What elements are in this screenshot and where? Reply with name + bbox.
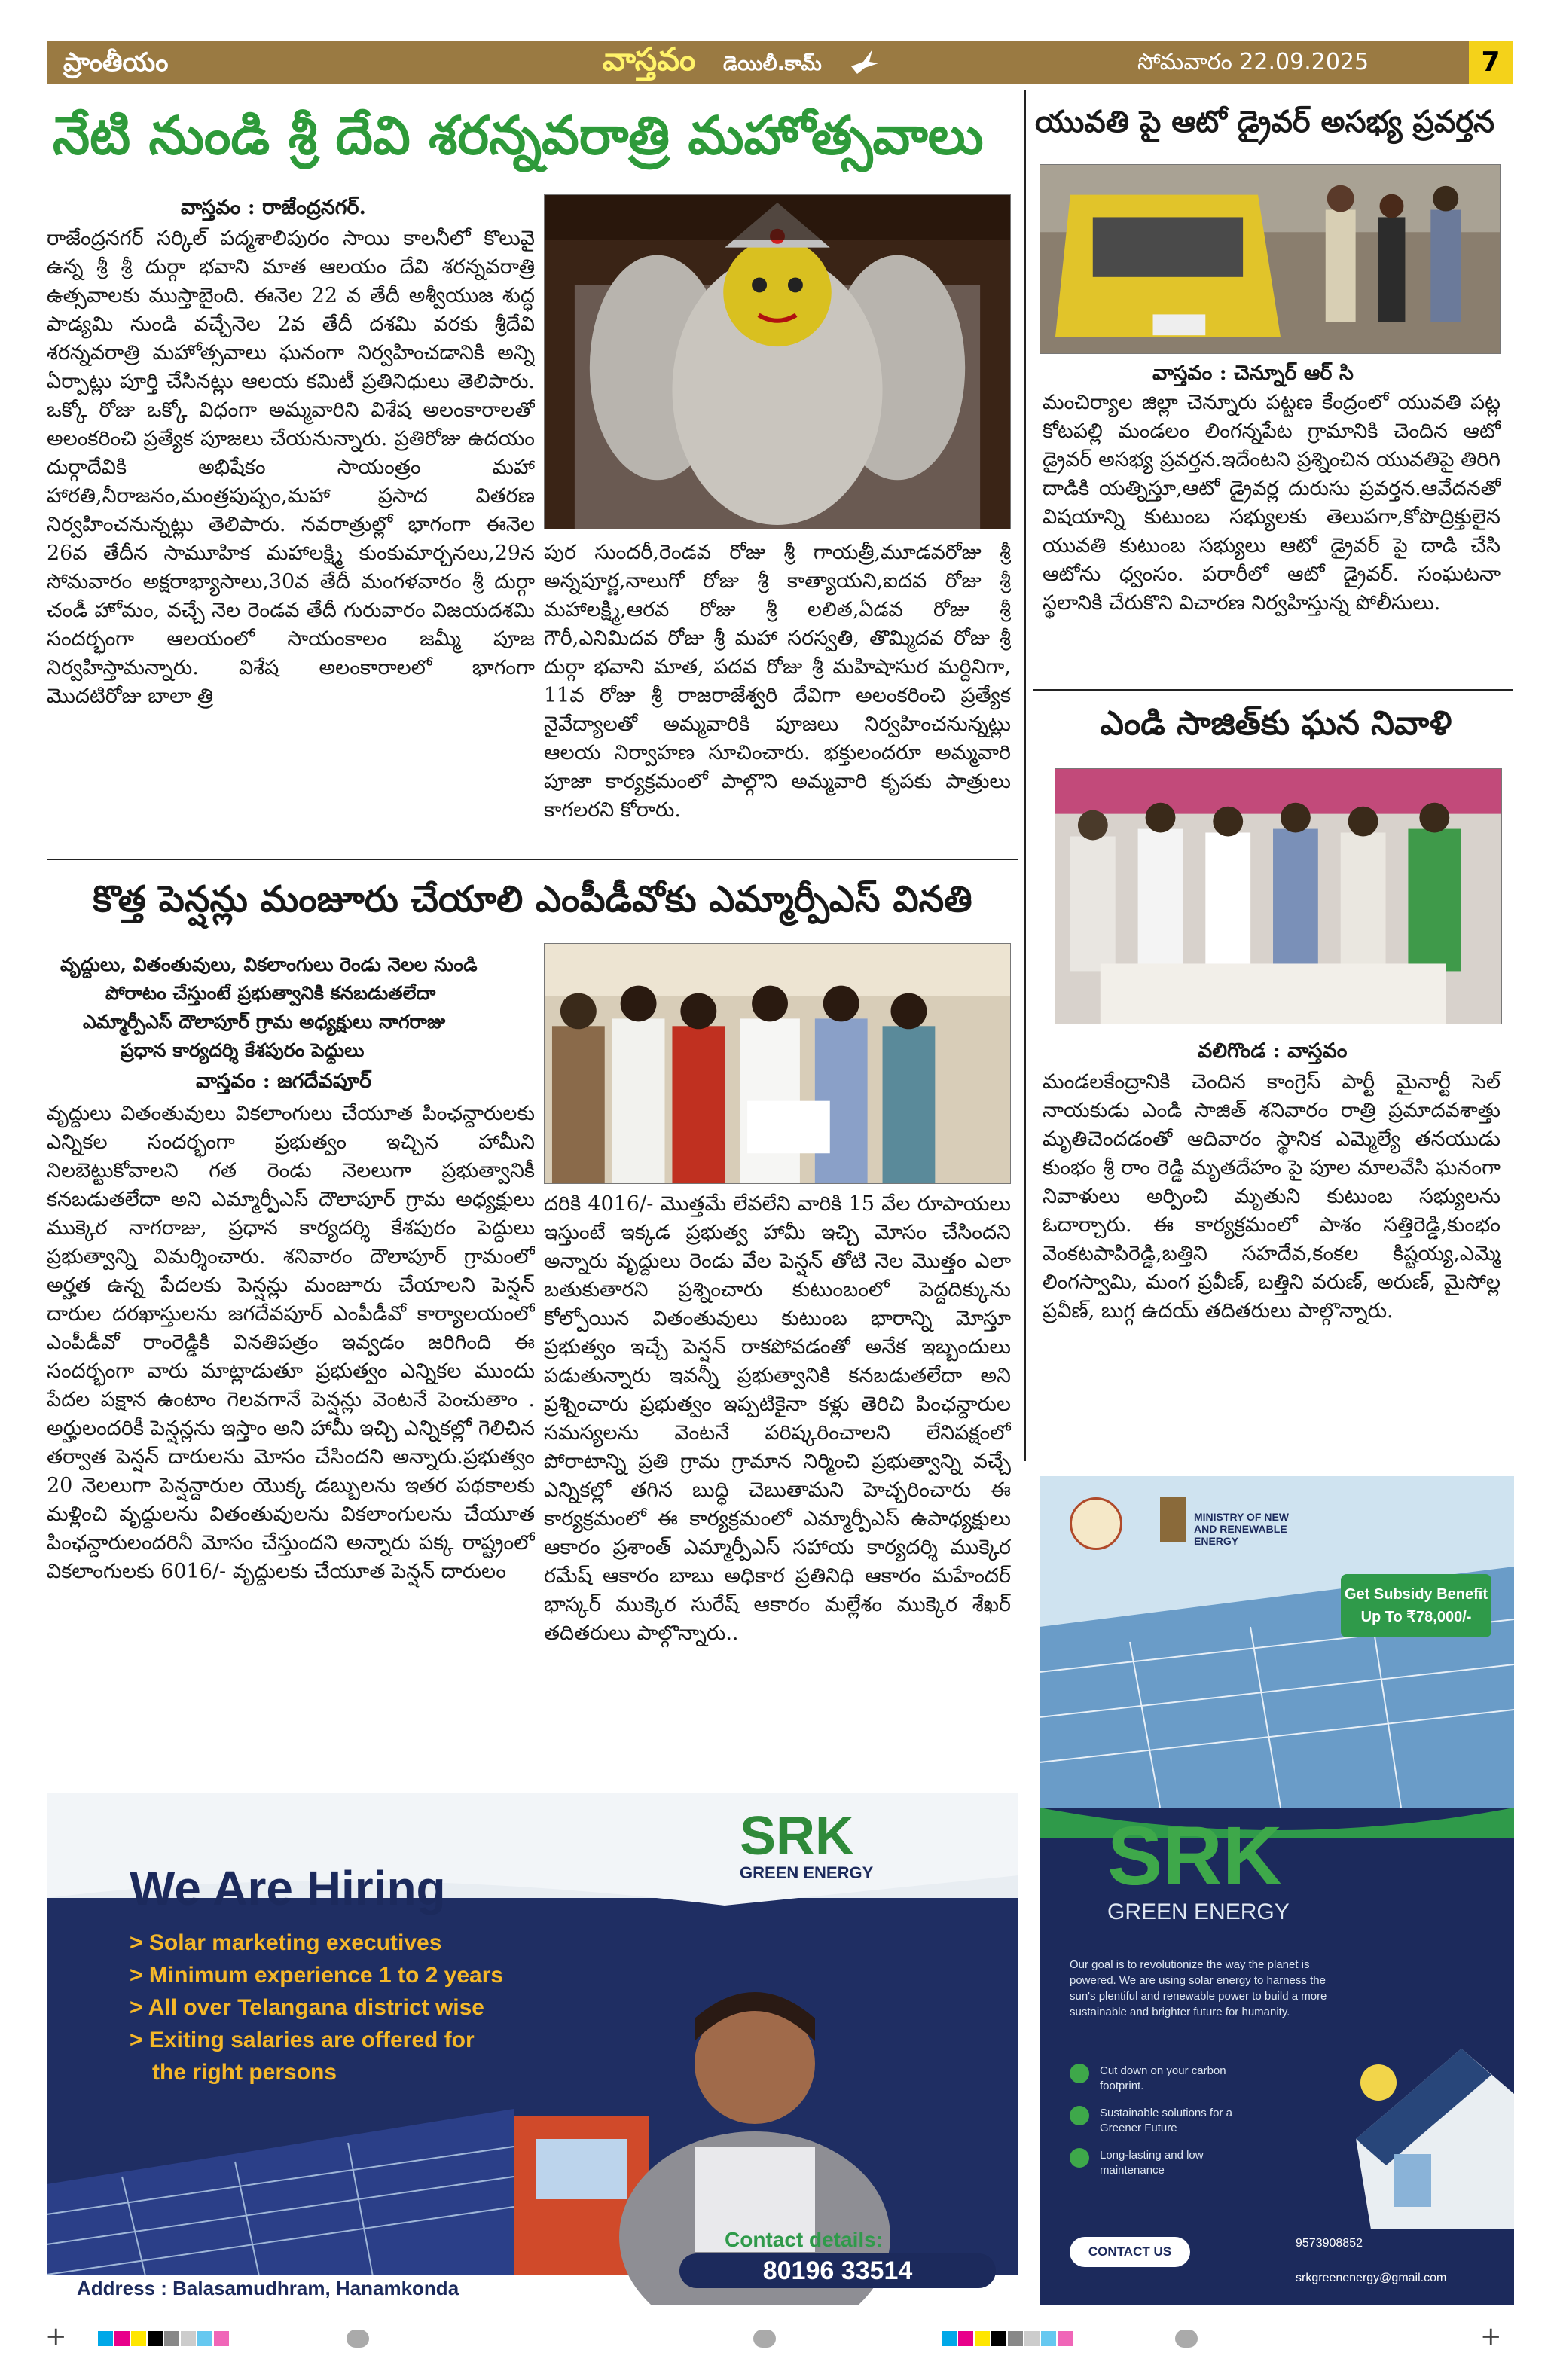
srk-logo — [740, 1806, 988, 1892]
contact-us-button[interactable]: CONTACT US — [1070, 2237, 1190, 2267]
hiring-bullets — [130, 1927, 503, 2089]
page-number: 7 — [1469, 41, 1513, 84]
recycle-icon — [1070, 2106, 1089, 2125]
pension-subhead: పోరాటం చేస్తుంటే ప్రభుత్వానికి కనబడుతలేదా — [105, 982, 436, 1004]
wrench-icon — [1070, 2148, 1089, 2168]
navaratri-body-col2: పుర సుందరీ,రెండవ రోజు శ్రీ గాయత్రీ,మూడవరోజు శ్రీ అన్నపూర్ణ,నాలుగో రోజు శ్రీ కాత్యాయని,ఐదవ రోజు శ్రీ మహాలక్ష్మి,ఆరవ రోజు శ్రీ లలిత,ఏడవ రోజు శ్రీ గౌరీ,ఎనిమిదవ రోజు శ్రీ మహా సరస్వతి, తొమ్మిదవ రోజు శ్రీ దుర్గా భవాని మాత, పదవ రోజు శ్రీ మహిషాసుర మర్దినిగా, 11వ రోజు శ్రీ రాజరాజేశ్వరి దేవిగా అలంకరించి ప్రత్యేక నైవేద్యాలతో అమ్మవారికి పూజలు నిర్వహించనున్నట్లు ఆలయ నిర్వాహణ సూచించారు. భక్తులందరూ అమ్మవారి పూజా కార్యక్రమంలో పాల్గొని అమ్మవారి కృపకు పాత్రులు కాగలరని కోరారు. — [544, 541, 1011, 822]
feature-item — [1070, 2064, 1341, 2094]
hiring-bullet: > All over Telangana district wise — [130, 1995, 484, 2020]
srk-logo-text: SRK — [740, 1806, 855, 1866]
hiring-ad — [47, 1793, 1018, 2305]
pension-subhead: ఎమ్మార్పీఎస్ దౌలాపూర్ గ్రామ అధ్యక్షులు నాగరాజు — [83, 1011, 446, 1033]
masthead-subtitle: డెయిలీ.కామ్ — [723, 53, 822, 75]
auto-rickshaw-photo — [1040, 164, 1501, 354]
solar-phone[interactable]: 9573908852 — [1296, 2237, 1363, 2250]
registration-mark-icon: + — [45, 2321, 67, 2351]
contact-label: Contact details: — [725, 2228, 884, 2251]
column-divider — [1024, 90, 1026, 1461]
article-divider — [47, 859, 1018, 860]
subsidy-line: Up To ₹78,000/- — [1360, 1609, 1472, 1625]
masthead-bird-icon — [850, 47, 880, 80]
hiring-bullet: > Solar marketing executives — [130, 1930, 442, 1955]
color-bar — [98, 2331, 230, 2349]
feature-item — [1070, 2106, 1341, 2136]
government-seal-icon — [1070, 1497, 1122, 1550]
navaratri-body-col1: రాజేంద్రనగర్ సర్కిల్ పద్మశాలిపురం సాయి కాలనీలో కొలువై ఉన్న శ్రీ శ్రీ దుర్గా భవాని మాత ఆలయం దేవి శరన్నవరాత్రి ఉత్సవాలకు ముస్తాబైంది. ఈనెల 22 వ తేదీ అశ్వీయుజ శుద్ధ పాడ్యమి నుండి వచ్చేనెల 2వ తేదీ దశమి వరకు శ్రీదేవి శరన్నవరాత్రి మహోత్సవాలు ఘనంగా నిర్వహించడానికి అన్ని ఏర్పాట్లు పూర్తి చేసినట్లు ఆలయ కమిటీ ప్రతినిధులు తెలిపారు. ఒక్కో రోజు ఒక్కో విధంగా అమ్మవారిని విశేష అలంకారాలతో అలంకరించి ప్రత్యేక పూజలు చేయనున్నారు. ప్రతిరోజు ఉదయం దుర్గాదేవికి అభిషేకం సాయంత్రం మహా హారతి,నీరాజనం,మంత్రపుష్పం,మహా ప్రసాద వితరణ నిర్వహించనున్నట్లు తెలిపారు. నవరాత్రుల్లో భాగంగా ఈనెల 26వ తేదీన సామూహిక మహాలక్ష్మి కుంకుమార్చనలు,29న సోమవారం అక్షరాభ్యాసాలు,30వ తేదీ మంగళవారం శ్రీ దుర్గా చండీ హోమం, వచ్చే నెల రెండవ తేదీ గురువారం విజయదశమి సందర్భంగా ఆలయంలో సాయంకాలం జమ్మీ పూజ నిర్వహిస్తామన్నారు. విశేష అలంకారాలలో భాగంగా మొదటిరోజు బాలా త్రి — [47, 227, 535, 708]
ministry-label: MINISTRY OF NEW AND RENEWABLE ENERGY — [1194, 1511, 1289, 1547]
srk-logo-large-subtext: GREEN ENERGY — [1107, 1899, 1290, 1924]
auto-headline: యువతి పై ఆటో డ్రైవర్ అసభ్య ప్రవర్తన — [1035, 105, 1495, 139]
goddess-idol-photo — [544, 194, 1011, 529]
pension-body-col2: దరికి 4016/- మొత్తమే లేవలేని వారికి 15 వేల రూపాయలు ఇస్తుంటే ఇక్కడ ప్రభుత్వ హామీ ఇచ్చి మోసం చేసిందని అన్నారు వృద్దులు రెండు వేల పెన్షన్ తోటి నెల మొత్తం ఎలా బతుకుతారని ప్రశ్నించారు కుటుంబంలో పెద్దదిక్కును కోల్పోయిన వితంతువులు కుటుంబ భారాన్ని మోస్తూ ప్రభుత్వం ఇచ్చే పెన్షన్ రాకపోవడంతో అనేక ఇబ్బందులు పడుతున్నారు ఇవన్నీ ప్రభుత్వానికి కనబడుతలేదా అని ప్రశ్నించారు ప్రభుత్వం ఇప్పటికైనా కళ్లు తెరిచి పింఛన్దారుల సమస్యలను వెంటనే పరిష్కరించాలని లేనిపక్షంలో పోరాటాన్ని ప్రతి గ్రామ గ్రామాన నిర్మించి ప్రభుత్వాన్ని వచ్చే ఎన్నికల్లో తగిన బుద్ధి చెబుతామని హెచ్చరించారు ఈ కార్యక్రమంలో ఈ కార్యక్రమంలో ఎమ్మార్పీఎస్ ఉపాధ్యక్షులు ఆకారం ప్రశాంత్ ఎమ్మార్పీఎస్ సహాయ కార్యదర్శి ముక్కెర రమేష్ ఆకారం బాబు అధికార ప్రతినిధి ఆకారం మహేందర్ భాస్కర్ ముక్కెర సురేష్ ఆకారం మల్లేశం ముక్కెర శేఖర్ తదితరులు పాల్గొన్నారు.. — [544, 1192, 1011, 1645]
sajid-headline: ఎండి సాజిత్‌కు ఘన నివాళి — [1100, 704, 1452, 743]
national-emblem-icon — [1160, 1497, 1186, 1542]
sajid-byline: వలిగొండ : వాస్తవం — [1198, 1039, 1348, 1063]
hiring-bullet: > Exiting salaries are offered for — [130, 2028, 475, 2052]
hiring-bullet: the right persons — [152, 2060, 337, 2085]
srk-logo-large: SRK — [1107, 1810, 1283, 1902]
hiring-address: Address : Balasamudhram, Hanamkonda — [77, 2277, 459, 2299]
pension-subheads — [60, 950, 542, 1065]
hiring-bullet: > Minimum experience 1 to 2 years — [130, 1963, 504, 1988]
registration-mark-icon: + — [1480, 2321, 1502, 2351]
auto-byline: వాస్తవం : చెన్నూర్ ఆర్ సి — [1152, 362, 1354, 385]
sajid-body: మండలకేంద్రానికి చెందిన కాంగ్రెస్ పార్టీ మైనార్టీ సెల్ నాయకుడు ఎండి సాజిత్ శనివారం రాత్రి ప్రమాదవశాత్తు మృతిచెందడంతో ఆదివారం స్థానిక ఎమ్మెల్యే తనయుడు కుంభం శ్రీ రాం రెడ్డి మృతదేహం పై పూల మాలవేసి ఘనంగా నివాళులు అర్పించి మృతుని కుటుంబ సభ్యులను ఓదార్చారు. ఈ కార్యక్రమంలో పాశం సత్తిరెడ్డి,కుంభం వెంకటపాపిరెడ్డి,బత్తిని సహదేవ,కంకల కిష్టయ్య,ఎమ్మె లింగస్వామి, మంగ ప్రవీణ్, బత్తిని వరుణ్, అరుణ్, మైసోల్ల ప్రవీణ్, బుగ్గ ఉదయ్ తదితరులు పాల్గొన్నారు. — [1043, 1070, 1501, 1323]
navaratri-byline: వాస్తవం : రాజేంద్రనగర్. — [181, 196, 366, 219]
solar-features — [1070, 2064, 1341, 2178]
color-bar — [942, 2331, 1074, 2349]
pension-petition-photo — [544, 943, 1011, 1184]
pension-byline: వాస్తవం : జగదేవపూర్ — [196, 1069, 372, 1093]
srk-logo-subtext: GREEN ENERGY — [740, 1863, 874, 1882]
solar-email[interactable]: srkgreenenergy@gmail.com — [1296, 2272, 1447, 2284]
hiring-phone[interactable]: 80196 33514 — [679, 2253, 996, 2288]
issue-date: సోమవారం 22.09.2025 — [1137, 49, 1369, 75]
masthead-title: వాస్తవం — [603, 41, 696, 78]
hiring-title: We Are Hiring — [130, 1861, 446, 1915]
print-target — [1175, 2330, 1198, 2348]
section-label: ప్రాంతీయం — [63, 47, 169, 78]
feature-text: Cut down on your carbon footprint. — [1100, 2064, 1226, 2092]
feature-text: Sustainable solutions for a Greener Future — [1100, 2107, 1232, 2134]
leaf-icon — [1070, 2064, 1089, 2083]
subsidy-badge — [1341, 1574, 1491, 1637]
print-target — [753, 2330, 776, 2348]
pension-headline: కొత్త పెన్షన్లు మంజూరు చేయాలి ఎంపీడీవోకు ఎమ్మార్పీఎస్ వినతి — [93, 878, 972, 920]
auto-body: మంచిర్యాల జిల్లా చెన్నూరు పట్టణ కేంద్రంలో యువతి పట్ల కోటపల్లి మండలం లింగన్నపేట గ్రామానికి చెందిన ఆటో డ్రైవర్ అసభ్య ప్రవర్తన.ఇదేంటని ప్రశ్నించిన యువతిపై తిరిగి దాడికి యత్నిస్తూ,ఆటో డ్రైవర్ల దురుసు ప్రవర్తన.ఆవేదనతో విషయాన్ని కుటుంబ సభ్యులకు తెలుపగా,కోపొద్రిక్తులైన యువతి కుటుంబ సభ్యులు ఆటో డ్రైవర్ పై దాడి చేసి ఆటోను ధ్వంసం. పరారీలో ఆటో డ్రైవర్. సంఘటనా స్థలానికి చేరుకొని విచారణ నిర్వహిస్తున్న పోలీసులు. — [1043, 391, 1501, 615]
solar-ad — [1040, 1476, 1514, 2305]
pension-body-col1: వృద్దులు వితంతువులు వికలాంగులు చేయూత పింఛన్దారులకు ఎన్నికల సందర్భంగా ప్రభుత్వం ఇచ్చిన హామీని నిలబెట్టుకోవాలని గత రెండు నెలలుగా ప్రభుత్వానికీ కనబడుతలేదా అని ఎమ్మార్పీఎస్ దౌలాపూర్ గ్రామ అధ్యక్షులు ముక్కెర నాగరాజు, ప్రధాన కార్యదర్శి కేశపురం పెద్దులు ప్రభుత్వాన్ని విమర్శించారు. శనివారం దౌలాపూర్ గ్రామంలో అర్హత ఉన్న పేదలకు పెన్షన్లు మంజూరు చేయాలని పెన్షన్ దారుల దరఖాస్తులను జగదేవపూర్ ఎంపీడీవో కార్యాలయంలో ఎంపీడీవో రాంరెడ్డికి వినతిపత్రం ఇవ్వడం జరిగింది ఈ సందర్భంగా వారు మాట్లాడుతూ ప్రభుత్వం ఎన్నికల ముందు పేదల పక్షాన ఉంటాం గెలవగానే పెన్షన్లు వెంటనే పెంచుతాం . అర్హులందరికీ పెన్షన్లను ఇస్తాం అని హామీ ఇచ్చి ఎన్నికల్లో గెలిచిన తర్వాత పెన్షన్ దారులను మోసం చేసిందని అన్నారు.ప్రభుత్వం 20 నెలలుగా పెన్షన్దారుల యొక్క డబ్బులను ఇతర పథకాలకు మళ్లించి వృద్దులను వితంతువులను వికలాంగులను చేయూత పింఛన్దారులందరినీ మోసం చేస్తుందని అన్నారు పక్క రాష్ట్రంలో వికలాంగులకు 6016/- వృద్దులకు చేయూత పెన్షన్ దారులం — [47, 1102, 535, 1583]
article-divider — [1033, 689, 1513, 691]
pension-subhead: ప్రధాన కార్యదర్శి కేశపురం పెద్దులు — [121, 1039, 365, 1061]
pension-subhead: వృద్దులు, వితంతువులు, వికలాంగులు రెండు నెలల నుండి — [60, 954, 478, 975]
feature-item — [1070, 2148, 1341, 2178]
navaratri-headline: నేటి నుండి శ్రీ దేవి శరన్నవరాత్రి మహోత్సవాలు — [53, 105, 984, 166]
solar-mission-text: Our goal is to revolutionize the way the planet is powered. We are using solar energy to harness the sun's plentiful and renewable power to build a more sustainable and brighter future for humanity. — [1070, 1958, 1327, 2018]
feature-text: Long-lasting and low maintenance — [1100, 2149, 1204, 2177]
tribute-photo — [1055, 768, 1502, 1024]
print-target — [347, 2330, 369, 2348]
subsidy-line: Get Subsidy Benefit — [1344, 1586, 1488, 1603]
